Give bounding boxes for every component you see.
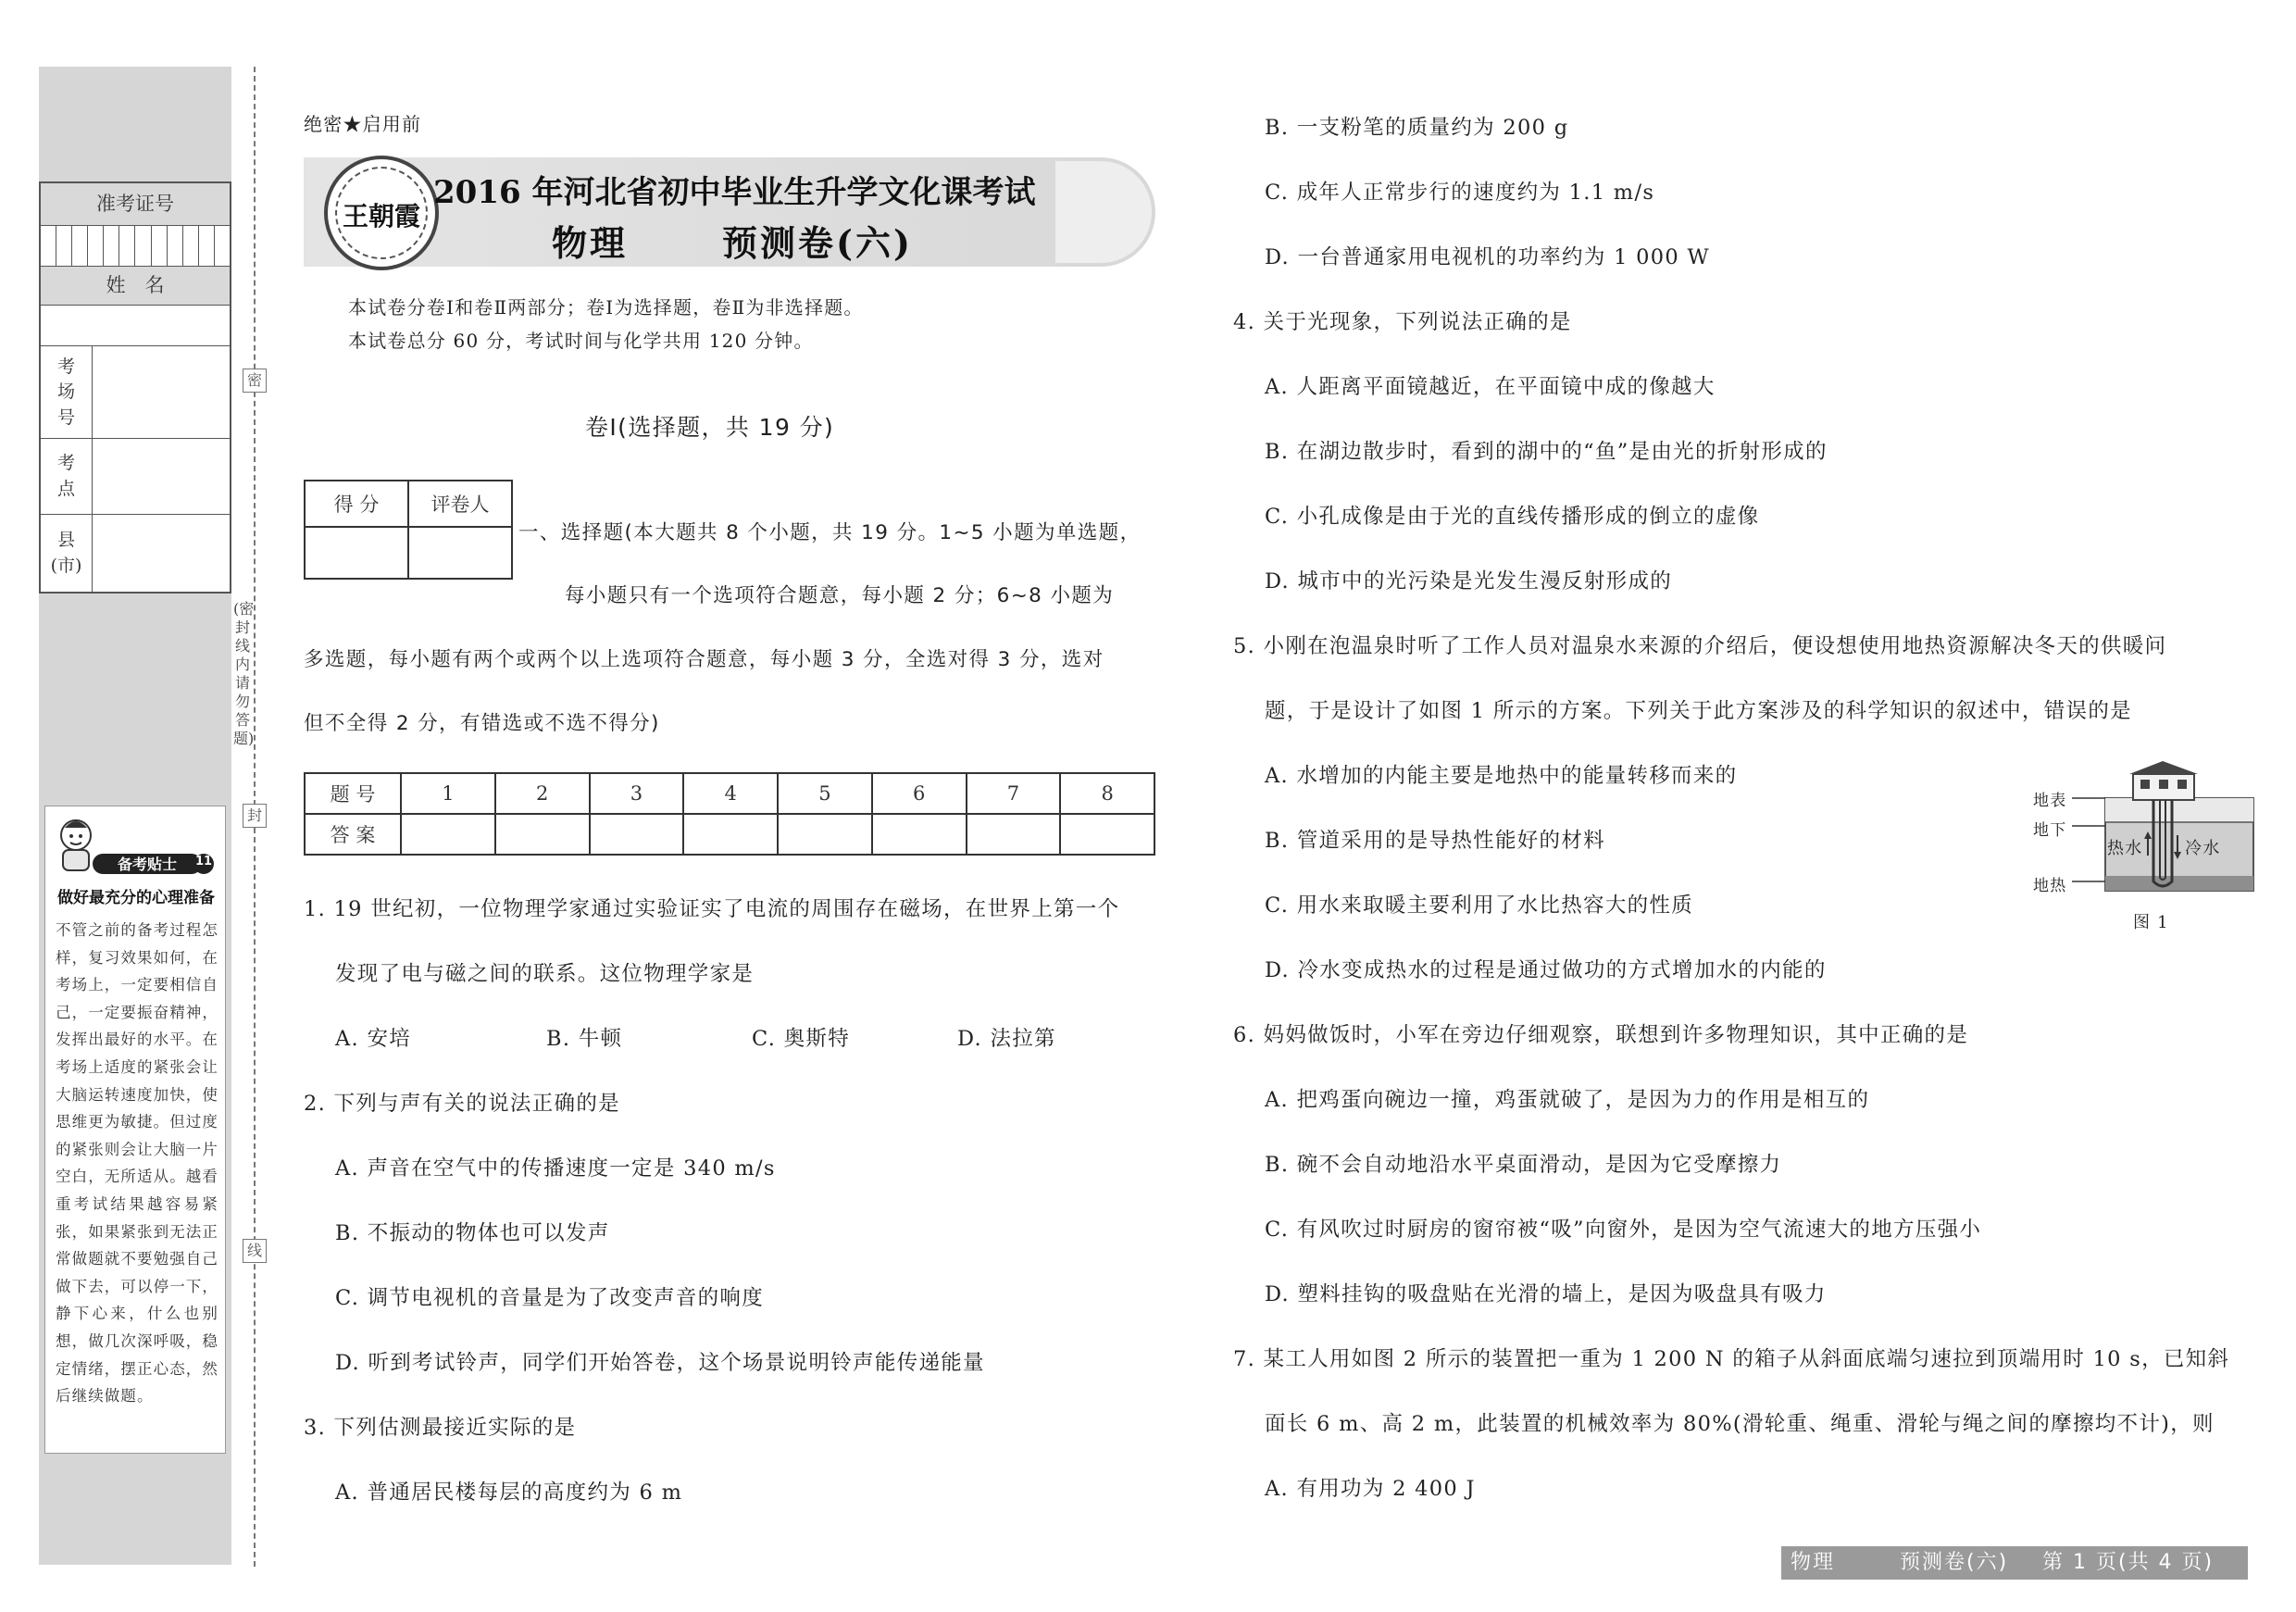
intro-line-2: 本试卷总分 60 分，考试时间与化学共用 120 分钟。 — [348, 330, 814, 352]
q1-option-d: D. 法拉第 — [957, 1027, 1056, 1051]
fig1-underground-label: 地下 — [2033, 821, 2067, 840]
exam-number-label: 准考证号 — [41, 183, 230, 226]
q1-option-a: A. 安培 — [335, 1027, 412, 1051]
q6-option-b: B. 碗不会自动地沿水平桌面滑动，是因为它受摩擦力 — [1265, 1153, 1782, 1177]
answer-cell[interactable] — [778, 814, 872, 855]
figure-1-geothermal-diagram — [2033, 759, 2255, 935]
q6-stem: 6. 妈妈做饭时，小军在旁边仔细观察，联想到许多物理知识，其中正确的是 — [1233, 1023, 1969, 1047]
section-instr-4: 但不全得 2 分，有错选或不选不得分) — [304, 712, 660, 735]
q1-option-c: C. 奥斯特 — [752, 1027, 851, 1051]
section-instr-2: 每小题只有一个选项符合题意，每小题 2 分；6~8 小题为 — [565, 584, 1115, 607]
q3-option-a: A. 普通居民楼每层的高度约为 6 m — [335, 1481, 683, 1505]
exam-site-label: 考 点 — [41, 439, 93, 515]
answer-cell[interactable] — [1060, 814, 1154, 855]
fig1-cold-water-label: 冷水 — [2185, 839, 2221, 858]
q2-option-b: B. 不振动的物体也可以发声 — [335, 1221, 610, 1245]
fig1-hot-water-label: 热水 — [2107, 839, 2143, 858]
answer-cell[interactable] — [967, 814, 1061, 855]
answer-table-number: 6 — [872, 773, 967, 814]
q4-option-d: D. 城市中的光污染是光发生漫反射形成的 — [1265, 569, 1673, 594]
q1-stem-line-1: 1. 19 世纪初，一位物理学家通过实验证实了电流的周围存在磁场，在世界上第一个 — [304, 897, 1120, 921]
candidate-info-box — [39, 181, 231, 594]
seal-note-text: (密封线内请勿答题) — [233, 600, 255, 747]
subject-title: 物理 — [552, 222, 629, 264]
exam-number-grid[interactable] — [41, 226, 230, 267]
answer-table — [304, 772, 1155, 856]
seal-char-mi: 密 — [243, 369, 267, 393]
seal-char-xian: 线 — [243, 1239, 267, 1263]
q1-option-b: B. 牛顿 — [546, 1027, 623, 1051]
name-label: 姓 名 — [41, 267, 230, 306]
grader-label: 评卷人 — [408, 481, 512, 527]
answer-table-answer-header: 答 案 — [305, 814, 401, 855]
answer-cell[interactable] — [401, 814, 495, 855]
q5-option-d: D. 冷水变成热水的过程是通过做功的方式增加水的内能的 — [1265, 958, 1827, 982]
answer-cell[interactable] — [495, 814, 590, 855]
confidential-mark: 绝密★启用前 — [304, 113, 422, 135]
q2-option-d: D. 听到考试铃声，同学们开始答卷，这个场景说明铃声能传递能量 — [335, 1351, 985, 1375]
tips-title: 做好最充分的心理准备 — [57, 889, 215, 907]
fig1-surface-label: 地表 — [2033, 792, 2067, 810]
q5-stem-line-1: 5. 小刚在泡温泉时听了工作人员对温泉水来源的介绍后，便设想使用地热资源解决冬天的供暖问 — [1233, 634, 2167, 658]
q3-option-d: D. 一台普通家用电视机的功率约为 1 000 W — [1265, 245, 1710, 269]
exam-site-field[interactable] — [41, 439, 230, 515]
tips-text: 不管之前的备考过程怎样，复习效果如何，在考场上，一定要相信自己，一定要振奋精神，发挥出最好的水平。在考场上适度的紧张会让大脑运转速度加快，使思维更为敏捷。但过度的紧张则会让大脑一片空白，无所适从。越看重考试结果越容易紧张，如果紧张到无法正常做题就不要勉强自己做下去，可以停一下，静下心来，什么也别想，做几次深呼吸，稳定情绪，摆正心态，然后继续做题。 — [56, 921, 218, 1406]
q6-option-d: D. 塑料挂钩的吸盘贴在光滑的墙上，是因为吸盘具有吸力 — [1265, 1282, 1827, 1306]
footer-subject: 物理 — [1791, 1551, 1836, 1574]
section-instr-3: 多选题，每小题有两个或两个以上选项符合题意，每小题 3 分，全选对得 3 分，选对 — [304, 648, 1104, 671]
tips-badge-number: 11 — [194, 855, 213, 868]
grader-cell[interactable] — [408, 527, 512, 579]
q6-option-a: A. 把鸡蛋向碗边一撞，鸡蛋就破了，是因为力的作用是相互的 — [1265, 1088, 1870, 1112]
answer-table-number: 7 — [967, 773, 1061, 814]
q5-option-b: B. 管道采用的是导热性能好的材料 — [1265, 829, 1605, 853]
q6-option-c: C. 有风吹过时厨房的窗帘被“吸”向窗外，是因为空气流速大的地方压强小 — [1265, 1218, 1982, 1242]
seal-char-feng: 封 — [243, 804, 267, 828]
answer-table-number-header: 题 号 — [305, 773, 401, 814]
q3-option-b: B. 一支粉笔的质量约为 200 g — [1265, 116, 1569, 140]
tips-badge — [48, 807, 220, 880]
fig1-caption: 图 1 — [2133, 913, 2169, 932]
q4-option-c: C. 小孔成像是由于光的直线传播形成的倒立的虚像 — [1265, 505, 1760, 529]
name-field[interactable] — [41, 306, 230, 346]
section-instr-1: 一、选择题(本大题共 8 个小题，共 19 分。1~5 小题为单选题， — [518, 521, 1142, 544]
score-cell[interactable] — [305, 527, 408, 579]
footer-paper: 预测卷(六) — [1900, 1551, 2009, 1574]
exam-room-field[interactable] — [41, 346, 230, 439]
q4-option-a: A. 人距离平面镜越近，在平面镜中成的像越大 — [1265, 375, 1716, 399]
fig1-geothermal-label: 地热 — [2033, 877, 2067, 895]
q5-option-c: C. 用水来取暖主要利用了水比热容大的性质 — [1265, 893, 1694, 918]
answer-cell[interactable] — [683, 814, 778, 855]
section-title: 卷Ⅰ(选择题，共 19 分) — [585, 414, 835, 441]
q3-stem: 3. 下列估测最接近实际的是 — [304, 1416, 577, 1440]
publisher-seal-text: 王朝霞 — [342, 201, 420, 231]
q7-option-a: A. 有用功为 2 400 J — [1265, 1477, 1476, 1501]
q7-stem-line-1: 7. 某工人用如图 2 所示的装置把一重为 1 200 N 的箱子从斜面底端匀速拉到顶端用时 10 s，已知斜 — [1233, 1347, 2230, 1371]
answer-table-number: 5 — [778, 773, 872, 814]
page-footer — [1781, 1546, 2248, 1580]
q4-option-b: B. 在湖边散步时，看到的湖中的“鱼”是由光的折射形成的 — [1265, 440, 1828, 464]
q7-stem-line-2: 面长 6 m、高 2 m，此装置的机械效率为 80%(滑轮重、绳重、滑轮与绳之间的摩擦均不计)，则 — [1265, 1412, 2215, 1436]
answer-table-number: 1 — [401, 773, 495, 814]
county-label: 县 (市) — [41, 515, 93, 592]
answer-table-number: 8 — [1060, 773, 1154, 814]
score-box — [304, 480, 513, 580]
q3-option-c: C. 成年人正常步行的速度约为 1.1 m/s — [1265, 181, 1655, 205]
q5-stem-line-2: 题，于是设计了如图 1 所示的方案。下列关于此方案涉及的科学知识的叙述中，错误的是 — [1265, 699, 2132, 723]
q2-option-a: A. 声音在空气中的传播速度一定是 340 m/s — [335, 1156, 776, 1181]
answer-table-number: 2 — [495, 773, 590, 814]
paper-title: 预测卷(六) — [722, 222, 913, 264]
tips-badge-label: 备考贴士 — [117, 856, 177, 873]
q2-stem: 2. 下列与声有关的说法正确的是 — [304, 1092, 620, 1116]
county-field[interactable] — [41, 515, 230, 592]
intro-line-1: 本试卷分卷Ⅰ和卷Ⅱ两部分；卷Ⅰ为选择题，卷Ⅱ为非选择题。 — [348, 296, 864, 319]
q1-stem-line-2: 发现了电与磁之间的联系。这位物理学家是 — [335, 962, 755, 986]
answer-table-number: 4 — [683, 773, 778, 814]
q5-option-a: A. 水增加的内能主要是地热中的能量转移而来的 — [1265, 764, 1738, 788]
q2-option-c: C. 调节电视机的音量是为了改变声音的响度 — [335, 1286, 765, 1310]
answer-cell[interactable] — [872, 814, 967, 855]
footer-page-number: 第 1 页(共 4 页) — [2042, 1551, 2215, 1574]
answer-table-number: 3 — [590, 773, 684, 814]
seal-note — [231, 600, 254, 748]
q4-stem: 4. 关于光现象，下列说法正确的是 — [1233, 310, 1572, 334]
answer-cell[interactable] — [590, 814, 684, 855]
exam-room-label: 考 场 号 — [41, 346, 93, 439]
exam-title: 2016 年河北省初中毕业生升学文化课考试 — [433, 174, 1036, 211]
score-label: 得 分 — [305, 481, 408, 527]
